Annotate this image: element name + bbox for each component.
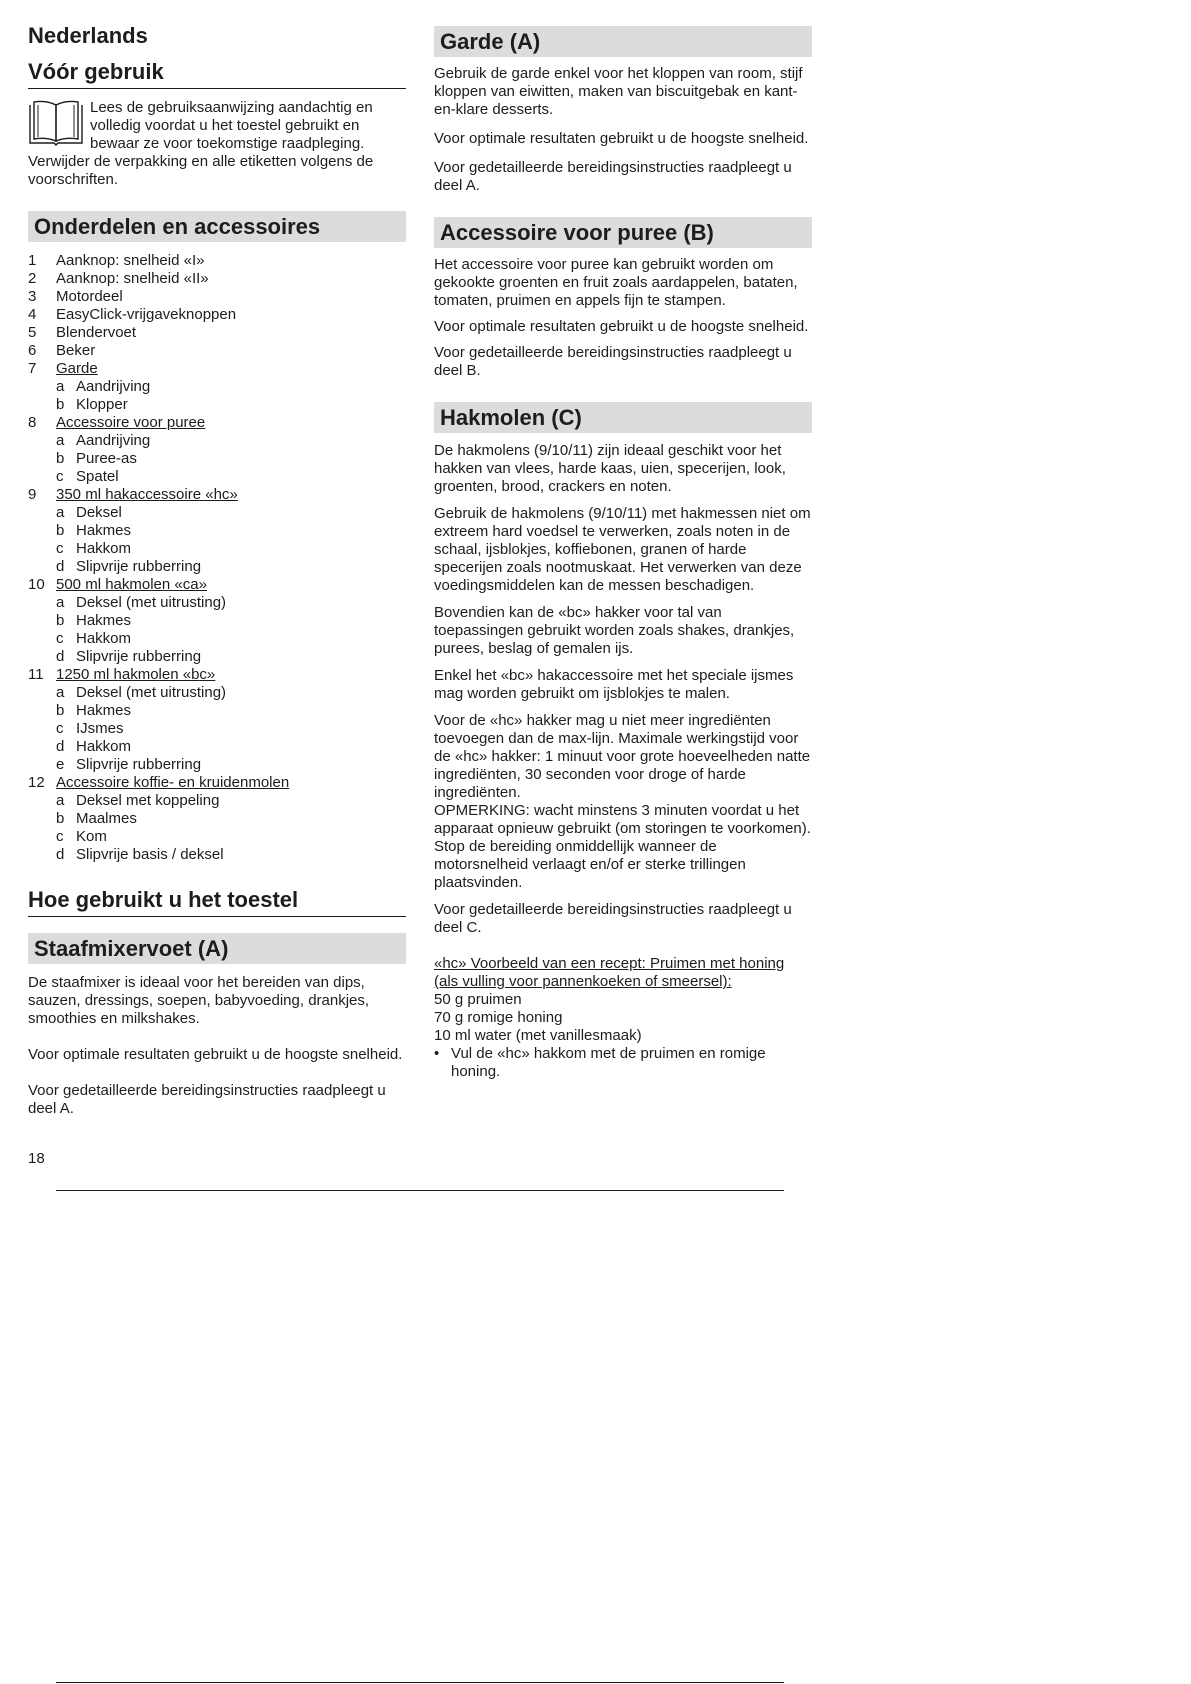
part-subitem bbox=[28, 702, 406, 720]
subitem-label: Slipvrije rubberring bbox=[76, 648, 202, 665]
part-number: 7 bbox=[28, 360, 37, 377]
part-subitem bbox=[28, 558, 406, 576]
part-subitem bbox=[28, 684, 406, 702]
recipe-ingredients bbox=[434, 991, 812, 1045]
subitem-label: Hakmes bbox=[76, 522, 132, 539]
part-number: 3 bbox=[28, 288, 37, 305]
part-number: 12 bbox=[28, 774, 45, 791]
subitem-label: Spatel bbox=[76, 468, 119, 485]
part-number: 10 bbox=[28, 576, 45, 593]
page-bottom-rule bbox=[56, 1682, 784, 1683]
part-subitem bbox=[28, 540, 406, 558]
how-to-use-heading: Hoe gebruikt u het toestel bbox=[28, 886, 406, 917]
recipe-ingredient: 10 ml water (met vanillesmaak) bbox=[434, 1027, 642, 1044]
bullet-icon: • bbox=[434, 1045, 440, 1062]
part-subitem bbox=[28, 468, 406, 486]
part-subitem bbox=[28, 810, 406, 828]
part-item bbox=[28, 360, 406, 378]
part-label: Aanknop: snelheid «II» bbox=[56, 270, 209, 287]
part-item bbox=[28, 306, 406, 324]
stick-blender-heading: Staafmixervoet (A) bbox=[28, 933, 406, 964]
part-subitem bbox=[28, 648, 406, 666]
subitem-label: Kom bbox=[76, 828, 107, 845]
recipe-ingredient: 50 g pruimen bbox=[434, 991, 522, 1008]
part-subitem bbox=[28, 738, 406, 756]
part-label: Motordeel bbox=[56, 288, 123, 305]
part-item bbox=[28, 342, 406, 360]
masher-p2: Voor optimale resultaten gebruikt u de hoogste snelheid. bbox=[434, 318, 809, 335]
part-subitem bbox=[28, 612, 406, 630]
subitem-letter: a bbox=[56, 684, 65, 701]
subitem-letter: c bbox=[56, 468, 64, 485]
subitem-letter: a bbox=[56, 432, 65, 449]
subitem-letter: c bbox=[56, 630, 64, 647]
part-label: Garde bbox=[56, 360, 98, 377]
part-item bbox=[28, 486, 406, 504]
subitem-letter: b bbox=[56, 396, 65, 413]
part-label: 500 ml hakmolen «ca» bbox=[56, 576, 207, 593]
before-use-text bbox=[28, 99, 406, 189]
subitem-letter: b bbox=[56, 810, 65, 827]
part-subitem bbox=[28, 378, 406, 396]
subitem-label: Deksel (met uitrusting) bbox=[76, 594, 227, 611]
masher-heading: Accessoire voor puree (B) bbox=[434, 217, 812, 248]
part-item bbox=[28, 288, 406, 306]
subitem-label: Slipvrije basis / deksel bbox=[76, 846, 224, 863]
chopper-p6: Voor gedetailleerde bereidingsinstructies raadpleegt u deel C. bbox=[434, 901, 792, 936]
chopper-note: OPMERKING: wacht minstens 3 minuten voordat u het apparaat opnieuw gebruikt (om storingen te voorkomen). Stop de bereiding onmiddellijk wanneer de motorsnelheid verlaagt en/of er sterke trillingen plaatsvinden. bbox=[434, 802, 811, 891]
subitem-label: Maalmes bbox=[76, 810, 137, 827]
part-item bbox=[28, 324, 406, 342]
part-label: Blendervoet bbox=[56, 324, 137, 341]
chopper-heading: Hakmolen (C) bbox=[434, 402, 812, 433]
page-number: 18 bbox=[28, 1150, 45, 1167]
subitem-letter: c bbox=[56, 540, 64, 557]
part-subitem bbox=[28, 720, 406, 738]
left-column bbox=[28, 22, 406, 1118]
subitem-label: IJsmes bbox=[76, 720, 124, 737]
masher-p3: Voor gedetailleerde bereidingsinstructies raadpleegt u deel B. bbox=[434, 344, 792, 379]
part-label: 1250 ml hakmolen «bc» bbox=[56, 666, 216, 683]
part-number: 4 bbox=[28, 306, 37, 323]
part-number: 8 bbox=[28, 414, 37, 431]
page-divider bbox=[56, 1190, 784, 1191]
part-label: Aanknop: snelheid «I» bbox=[56, 252, 205, 269]
subitem-label: Deksel bbox=[76, 504, 122, 521]
part-number: 2 bbox=[28, 270, 37, 287]
part-subitem bbox=[28, 450, 406, 468]
part-number: 1 bbox=[28, 252, 37, 269]
subitem-letter: a bbox=[56, 504, 65, 521]
whisk-p3: Voor gedetailleerde bereidingsinstructies raadpleegt u deel A. bbox=[434, 159, 792, 194]
subitem-letter: d bbox=[56, 648, 65, 665]
recipe-step-text: Vul de «hc» hakkom met de pruimen en romige honing. bbox=[451, 1045, 766, 1080]
subitem-label: Klopper bbox=[76, 396, 128, 413]
chopper-p4: Enkel het «bc» hakaccessoire met het speciale ijsmes mag worden gebruikt om ijsblokjes te malen. bbox=[434, 667, 794, 702]
chopper-p5: Voor de «hc» hakker mag u niet meer ingrediënten toevoegen dan de max-lijn. Maximale werkingstijd voor de «hc» hakker: 1 minuut voor grote hoeveelheden natte ingrediënten, 30 seconden voor droge of harde ingrediënten. bbox=[434, 712, 811, 801]
subitem-label: Hakkom bbox=[76, 738, 132, 755]
subitem-label: Hakkom bbox=[76, 540, 132, 557]
before-use-heading: Vóór gebruik bbox=[28, 58, 406, 89]
right-column bbox=[434, 26, 812, 1081]
part-item bbox=[28, 774, 406, 792]
part-number: 5 bbox=[28, 324, 37, 341]
subitem-letter: b bbox=[56, 522, 65, 539]
chopper-p3: Bovendien kan de «bc» hakker voor tal van toepassingen gebruikt worden zoals shakes, drankjes, purees, beslag of gemalen ijs. bbox=[434, 604, 795, 657]
subitem-letter: a bbox=[56, 792, 65, 809]
subitem-letter: e bbox=[56, 756, 65, 773]
part-subitem bbox=[28, 522, 406, 540]
part-label: EasyClick-vrijgaveknoppen bbox=[56, 306, 237, 323]
part-item bbox=[28, 414, 406, 432]
language-title: Nederlands bbox=[28, 23, 148, 48]
part-label: Accessoire koffie- en kruidenmolen bbox=[56, 774, 290, 791]
part-item bbox=[28, 576, 406, 594]
subitem-label: Deksel met koppeling bbox=[76, 792, 220, 809]
subitem-label: Hakmes bbox=[76, 702, 132, 719]
part-label: Beker bbox=[56, 342, 96, 359]
masher-p1: Het accessoire voor puree kan gebruikt worden om gekookte groenten en fruit zoals aardappelen, bataten, tomaten, pruimen en appels fijn te stampen. bbox=[434, 256, 798, 309]
subitem-letter: c bbox=[56, 720, 64, 737]
subitem-label: Deksel (met uitrusting) bbox=[76, 684, 227, 701]
parts-list bbox=[28, 252, 406, 864]
part-number: 11 bbox=[28, 666, 44, 683]
part-subitem bbox=[28, 828, 406, 846]
part-subitem bbox=[28, 594, 406, 612]
subitem-letter: a bbox=[56, 378, 65, 395]
whisk-p1: Gebruik de garde enkel voor het kloppen van room, stijf kloppen van eiwitten, maken van biscuitgebak en kant-en-klare desserts. bbox=[434, 65, 803, 118]
subitem-letter: b bbox=[56, 612, 65, 629]
part-number: 9 bbox=[28, 486, 37, 503]
part-subitem bbox=[28, 504, 406, 522]
subitem-label: Puree-as bbox=[76, 450, 137, 467]
whisk-p2: Voor optimale resultaten gebruikt u de hoogste snelheid. bbox=[434, 130, 809, 147]
recipe-title: «hc» Voorbeeld van een recept: Pruimen met honing (als vulling voor pannenkoeken of smeersel): bbox=[434, 955, 785, 990]
subitem-label: Hakmes bbox=[76, 612, 132, 629]
whisk-heading: Garde (A) bbox=[434, 26, 812, 57]
subitem-label: Slipvrije rubberring bbox=[76, 558, 202, 575]
subitem-letter: b bbox=[56, 702, 65, 719]
before-use-paragraph: Lees de gebruiksaanwijzing aandachtig en volledig voordat u het toestel gebruikt en bewaar ze voor toekomstige raadpleging. Verwijder de verpakking en alle etiketten volgens de voorschriften. bbox=[28, 99, 374, 188]
chopper-p1: De hakmolens (9/10/11) zijn ideaal geschikt voor het hakken van vlees, harde kaas, uien, specerijen, look, groenten, brood, crackers en noten. bbox=[434, 442, 786, 495]
subitem-label: Hakkom bbox=[76, 630, 132, 647]
part-label: 350 ml hakaccessoire «hc» bbox=[56, 486, 238, 503]
subitem-letter: b bbox=[56, 450, 65, 467]
part-subitem bbox=[28, 396, 406, 414]
stick-blender-p1: De staafmixer is ideaal voor het bereiden van dips, sauzen, dressings, soepen, babyvoeding, drankjes, smoothies en milkshakes. bbox=[28, 974, 370, 1027]
part-subitem bbox=[28, 630, 406, 648]
stick-blender-p2: Voor optimale resultaten gebruikt u de hoogste snelheid. bbox=[28, 1046, 403, 1063]
recipe-step bbox=[434, 1045, 812, 1081]
subitem-letter: d bbox=[56, 738, 65, 755]
subitem-letter: d bbox=[56, 558, 65, 575]
subitem-letter: d bbox=[56, 846, 65, 863]
subitem-letter: c bbox=[56, 828, 64, 845]
stick-blender-p3: Voor gedetailleerde bereidingsinstructies raadpleegt u deel A. bbox=[28, 1082, 386, 1117]
subitem-label: Aandrijving bbox=[76, 378, 151, 395]
part-item bbox=[28, 666, 406, 684]
subitem-label: Aandrijving bbox=[76, 432, 151, 449]
part-label: Accessoire voor puree bbox=[56, 414, 206, 431]
part-subitem bbox=[28, 756, 406, 774]
part-subitem bbox=[28, 846, 406, 864]
open-book-icon bbox=[28, 99, 84, 152]
recipe-steps bbox=[434, 1045, 812, 1081]
part-subitem bbox=[28, 792, 406, 810]
part-item bbox=[28, 270, 406, 288]
chopper-p2: Gebruik de hakmolens (9/10/11) met hakmessen niet om extreem hard voedsel te verwerken, zoals noten in de schaal, ijsblokjes, koffiebonen, granen of harde specerijen zoals nootmuskaat. Het verwerken van deze voedingsmiddelen kan de messen beschadigen. bbox=[434, 505, 811, 594]
part-item bbox=[28, 252, 406, 270]
part-number: 6 bbox=[28, 342, 37, 359]
parts-heading: Onderdelen en accessoires bbox=[28, 211, 406, 242]
recipe-ingredient: 70 g romige honing bbox=[434, 1009, 563, 1026]
part-subitem bbox=[28, 432, 406, 450]
subitem-letter: a bbox=[56, 594, 65, 611]
subitem-label: Slipvrije rubberring bbox=[76, 756, 202, 773]
